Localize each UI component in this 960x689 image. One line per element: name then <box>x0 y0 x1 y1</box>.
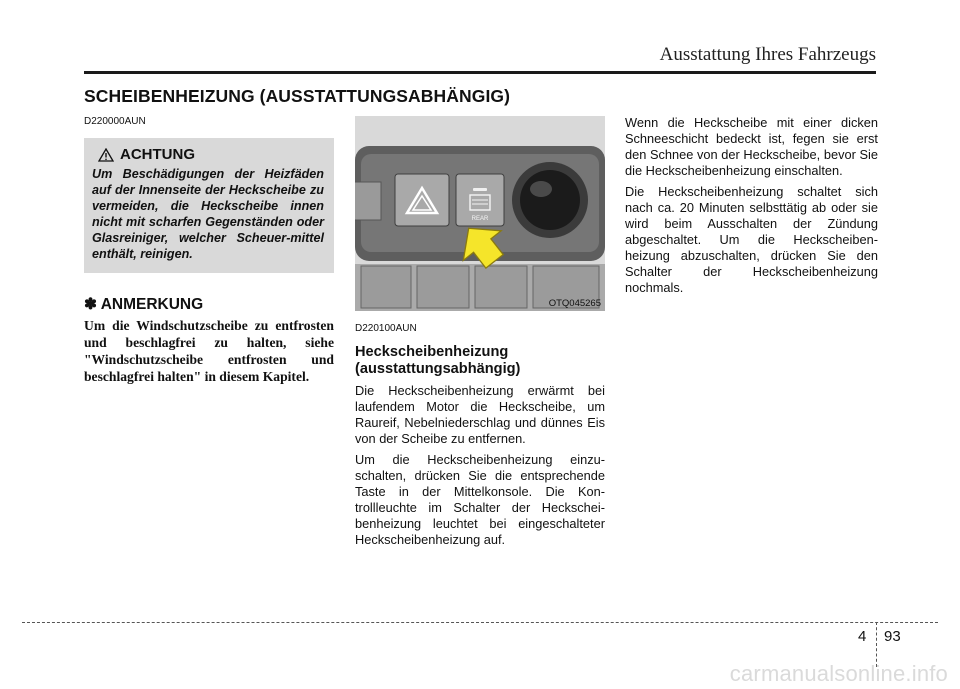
rear-button-label: REAR <box>471 216 489 222</box>
caution-text: Um Beschädigungen der Heizfäden auf der Innenseite der Heckscheibe zu vermeiden, die Heckscheibe innen nicht mit scharfen Gegenständen oder Glasreiniger, welcher Scheuer-mittel enthält, reinigen. <box>92 167 324 261</box>
paragraph: Die Heckscheibenheizung schaltet sich nach ca. 20 Minuten selbsttätig ab oder sie wird beim Ausschalten der Zündung abgeschaltet. Um die Heckscheiben-heizung abzuschalten, drücken Sie den Schalter der Heckscheibenheizung nochmals. <box>625 184 878 295</box>
caution-box <box>84 138 334 273</box>
right-column <box>625 115 878 296</box>
caution-header <box>98 146 324 163</box>
paragraph: Wenn die Heckscheibe mit einer dicken Schneeschicht bedeckt ist, fegen sie erst den Schnee von der Heckscheibe, bevor Sie die Heckscheibenheizung einschalten. <box>625 115 878 178</box>
page-number: 93 <box>884 628 901 645</box>
caution-title: ACHTUNG <box>120 146 195 163</box>
left-column <box>84 116 334 385</box>
note-title: ✽ ANMERKUNG <box>84 296 204 313</box>
section-code: D220000AUN <box>84 116 146 127</box>
watermark: carmanualsonline.info <box>729 661 948 686</box>
running-header-title: Ausstattung Ihres Fahrzeugs <box>659 44 876 65</box>
console-illustration <box>355 116 605 311</box>
section-code: D220100AUN <box>355 323 417 334</box>
warning-triangle-icon <box>98 148 114 162</box>
image-caption: OTQ045265 <box>548 298 601 309</box>
paragraph: Die Heckscheibenheizung erwärmt bei laufendem Motor die Heckscheibe, um Raureif, Nebelniederschlag und dünnes Eis von der Scheibe zu entfernen. <box>355 383 605 446</box>
note-text: Um die Windschutzscheibe zu entfrosten und beschlagfrei zu halten, siehe "Windschutzscheibe entfrosten und beschlagfrei halten" in diesem Kapitel. <box>84 318 334 384</box>
header-rule <box>84 71 876 74</box>
paragraph: Um die Heckscheibenheizung einzu-schalten, drücken Sie die entsprechende Taste in der Mittelkonsole. Die Kon-trollleuchte im Schalter der Heckschei-benheizung leuchtet bei eingeschalteter Heckscheibenheizung auf. <box>355 452 605 547</box>
subsection-heading: Heckscheibenheizung (ausstattungsabhängig) <box>355 344 521 377</box>
section-title: SCHEIBENHEIZUNG (AUSSTATTUNGSABHÄNGIG) <box>84 86 511 106</box>
footer-rule <box>22 622 938 623</box>
middle-column <box>355 116 605 548</box>
console-photo <box>355 116 605 311</box>
chapter-number: 4 <box>858 628 867 645</box>
